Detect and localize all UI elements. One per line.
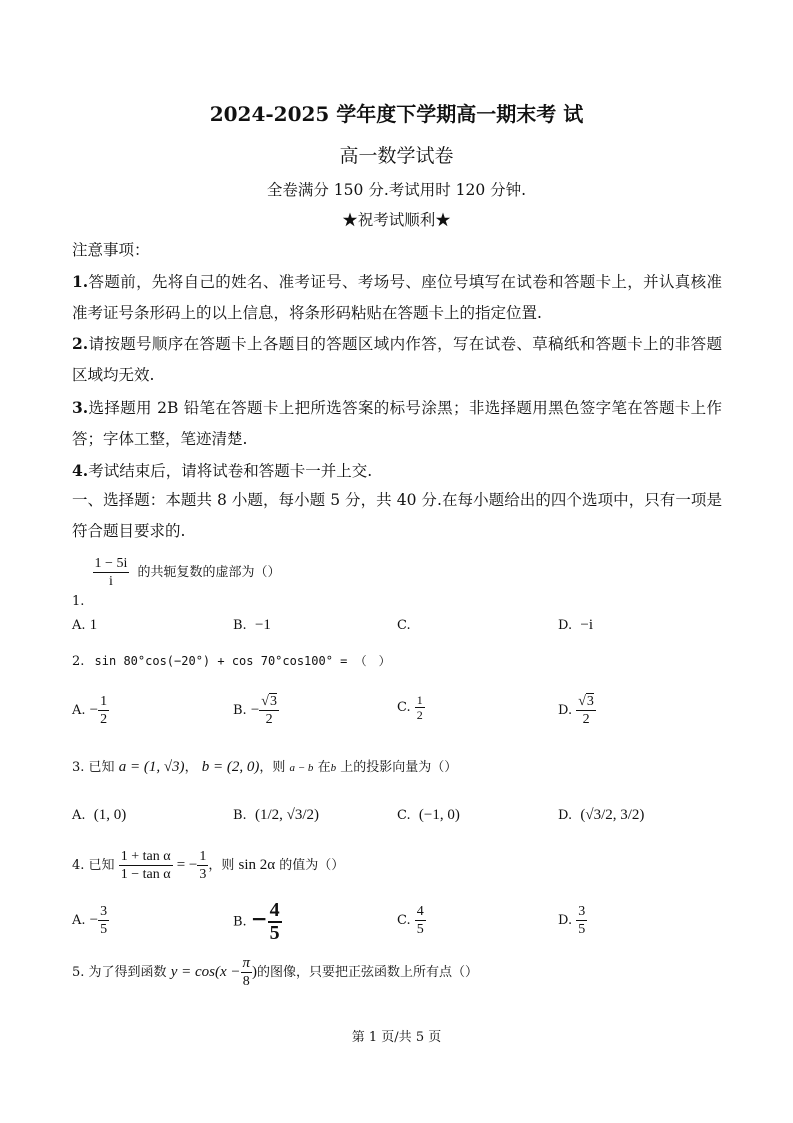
page-number: 第 1 页/共 5 页	[351, 1030, 442, 1045]
q1-option-c	[397, 617, 411, 634]
question-text: 在	[317, 760, 331, 775]
option-sign: −	[89, 702, 99, 718]
question-text: ，则	[208, 858, 235, 873]
option-label: A.	[72, 618, 86, 633]
option-value: (−1, 0)	[418, 807, 460, 823]
question-text: 的图像，只要把正弦函数上所有点（）	[257, 965, 479, 980]
q4-option-c	[397, 903, 426, 938]
note-number: 4.	[72, 461, 89, 480]
fraction-denominator: 8	[242, 974, 250, 989]
fraction-denominator: 5	[269, 922, 280, 944]
q4-option-d	[558, 903, 587, 938]
q3-option-a	[72, 807, 126, 824]
question-2	[72, 652, 391, 669]
question-stem: 的共轭复数的虚部为（）	[137, 565, 281, 580]
option-label: B.	[233, 808, 247, 823]
note-item-4	[72, 455, 722, 487]
option-label: A.	[72, 703, 86, 718]
fraction-denominator: 1 − tan α	[120, 867, 171, 882]
q1-option-d	[558, 617, 593, 634]
question-text: 已知	[88, 760, 115, 775]
option-label: A.	[72, 913, 86, 928]
option-label: C.	[397, 913, 411, 928]
option-value: 1	[89, 617, 98, 633]
fraction-numerator: 1 + tan α	[120, 849, 171, 864]
function-fraction	[241, 955, 253, 990]
question-text: 已知	[88, 858, 115, 873]
vector-a: a = (1, √3)	[118, 759, 185, 775]
note-text: 选择题用 2B 铅笔在答题卡上把所选答案的标号涂黑；非选择题用黑色签字笔在答题卡上作答；字体工整，笔迹清楚.	[72, 399, 722, 448]
fraction-numerator: 4	[416, 904, 424, 919]
fraction-denominator: i	[109, 574, 113, 589]
option-label: D.	[558, 703, 573, 718]
question-number: 1.	[72, 594, 85, 609]
note-item-2	[72, 328, 722, 391]
fraction-numerator: 1 − 5i	[94, 556, 128, 571]
option-label: D.	[558, 808, 573, 823]
option-fraction	[415, 903, 426, 938]
exam-title: 2024-2025 学年度下学期高一期末考 试	[209, 102, 584, 126]
option-fraction	[576, 903, 587, 938]
question-text: 上的投影向量为（）	[340, 760, 458, 775]
notes-heading: 注意事项：	[72, 241, 150, 259]
option-value: (√3/2, 3/2)	[580, 807, 645, 823]
option-label: A.	[72, 808, 86, 823]
fraction-numerator: √3	[261, 694, 277, 709]
question-number: 4.	[72, 858, 85, 873]
target-expression: sin 2α	[238, 857, 276, 873]
note-item-3	[72, 392, 722, 455]
fraction-denominator: 3	[199, 867, 207, 882]
fraction-numerator: 3	[100, 904, 108, 919]
equals-sign: = −	[176, 857, 198, 873]
note-number: 3.	[72, 398, 89, 417]
fraction-numerator: 3	[578, 904, 586, 919]
function-expression: y = cos(x −	[170, 964, 241, 980]
q1-fraction	[93, 555, 130, 590]
fraction-numerator: 1	[100, 694, 108, 709]
function-expression-end: )	[252, 964, 258, 980]
option-label: C.	[397, 700, 411, 715]
q4-rhs-fraction	[197, 848, 208, 883]
note-text: 考试结束后，请将试卷和答题卡一并上交.	[88, 462, 373, 480]
note-number: 1.	[72, 272, 89, 291]
fraction-denominator: 5	[578, 922, 586, 937]
q2-option-b	[233, 693, 279, 728]
option-label: B.	[233, 703, 247, 718]
option-value: (1/2, √3/2)	[254, 807, 320, 823]
note-text: 答题前，先将自己的姓名、准考证号、考场号、座位号填写在试卷和答题卡上，并认真核准准考证号条形码上的以上信息，将条形码粘贴在答题卡上的指定位置.	[72, 273, 722, 322]
q1-option-a	[72, 617, 97, 634]
fraction-numerator: √3	[578, 694, 594, 709]
fraction-denominator: 5	[416, 922, 424, 937]
q3-option-d	[558, 807, 644, 824]
sqrt-radicand: 3	[586, 694, 594, 709]
option-sign: −	[250, 702, 260, 718]
q2-option-c	[397, 693, 425, 722]
fraction-numerator: 1	[199, 849, 207, 864]
note-item-1	[72, 266, 722, 329]
fraction-denominator: 2	[100, 712, 108, 727]
q1-option-b	[233, 617, 271, 634]
option-fraction	[98, 903, 109, 938]
q3-option-b	[233, 807, 319, 824]
q4-lhs-fraction	[119, 848, 173, 883]
fraction-numerator: 1	[416, 693, 423, 707]
fraction-denominator: 2	[416, 708, 423, 722]
q2-option-a	[72, 693, 109, 728]
fraction-denominator: 2	[265, 712, 273, 727]
fraction-numerator: π	[242, 955, 251, 971]
option-label: D.	[558, 913, 573, 928]
q4-option-b	[233, 900, 282, 944]
sqrt-radicand: 3	[269, 694, 277, 709]
exam-info: 全卷满分 150 分.考试用时 120 分钟.	[266, 181, 527, 199]
note-number: 2.	[72, 334, 89, 353]
option-label: C.	[397, 618, 411, 633]
fraction-denominator: 5	[100, 922, 108, 937]
option-fraction	[268, 900, 282, 944]
question-text: 为了得到函数	[88, 965, 167, 980]
question-number: 2.	[72, 654, 85, 669]
vector-expression: a − b	[289, 762, 314, 774]
q2-option-d	[558, 693, 596, 728]
option-value: −1	[254, 617, 271, 633]
vector-b-ref: b	[330, 762, 337, 774]
option-label: C.	[397, 808, 411, 823]
option-value: −i	[580, 617, 593, 633]
vector-b: b = (2, 0)	[201, 759, 260, 775]
question-stem: sin 80°cos(−20°) + cos 70°cos100° = （ ）	[94, 654, 391, 668]
option-sign: −	[250, 906, 268, 931]
question-text: 的值为（）	[279, 858, 345, 873]
q3-option-c	[397, 807, 460, 824]
fraction-numerator: 4	[269, 899, 280, 921]
exam-subtitle: 高一数学试卷	[339, 145, 454, 167]
question-4	[72, 848, 344, 883]
fraction-denominator: 2	[582, 712, 590, 727]
option-fraction	[98, 693, 109, 728]
option-label: B.	[233, 914, 247, 930]
option-label: B.	[233, 618, 247, 633]
note-text: 请按题号顺序在答题卡上各题目的答题区域内作答，写在试卷、草稿纸和答题卡上的非答题区域均无效.	[72, 335, 722, 384]
option-fraction	[415, 693, 425, 722]
option-fraction	[576, 693, 596, 728]
question-1	[72, 555, 281, 609]
question-5	[72, 955, 478, 990]
question-text: ，则	[259, 760, 286, 775]
q4-option-a	[72, 903, 109, 938]
exam-wish: ★祝考试顺利★	[342, 211, 451, 229]
question-number: 3.	[72, 760, 85, 775]
option-value: (1, 0)	[93, 807, 127, 823]
option-fraction	[259, 693, 279, 728]
question-number: 5.	[72, 965, 85, 980]
option-label: D.	[558, 618, 573, 633]
question-3: 3. 已知 a = (1, √3)， b = (2, 0)，则 a − b 在b 上的投影向量为（）	[72, 759, 458, 775]
section-heading: 一、选择题：本题共 8 小题，每小题 5 分，共 40 分.在每小题给出的四个选项中，只有一项是符合题目要求的.	[72, 491, 722, 540]
option-sign: −	[89, 912, 99, 928]
